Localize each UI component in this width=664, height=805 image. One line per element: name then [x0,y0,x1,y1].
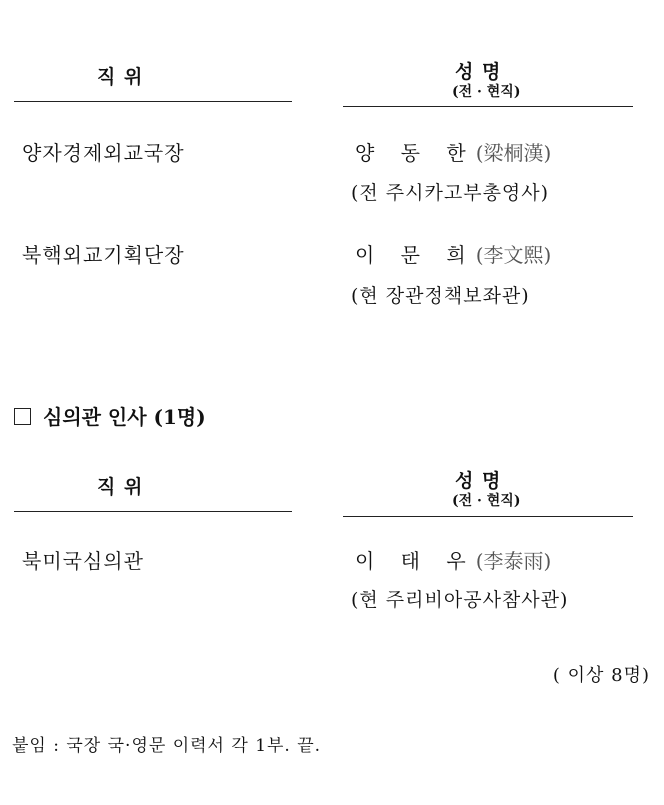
position-title: 양자경제외교국장 [22,141,185,165]
position-title: 북미국심의관 [22,549,144,573]
position-header-rule [14,101,292,102]
position-header-rule [14,511,292,512]
name-column-header: 성 명 [455,470,502,492]
name-header-rule [343,106,633,107]
person-name [355,137,551,166]
section-title [14,401,206,430]
person-name-hangul: 양 동 한 [355,141,476,165]
name-header-rule [343,516,633,517]
person-name-hanja: (梁桐漢) [475,141,552,165]
section-title-text: 심의관 인사 (1명) [43,405,206,429]
position-column-header: 직 위 [97,476,144,498]
current-position: (현 주리비아공사참사관) [351,589,569,611]
person-name [355,239,551,268]
name-column-subheader: (전 · 현직) [452,84,521,100]
person-name [355,545,551,574]
position-title: 북핵외교기획단장 [22,243,185,267]
previous-position: (전 주시카고부총영사) [351,182,550,204]
person-name-hangul: 이 태 우 [355,549,476,573]
total-count: ( 이상 8명) [552,665,650,686]
attachment-note: 붙임 : 국장 국·영문 이력서 각 1부. 끝. [12,736,322,756]
current-position: (현 장관정책보좌관) [351,285,530,307]
person-name-hangul: 이 문 희 [355,243,476,267]
checkbox-square-icon [14,408,31,425]
name-column-subheader: (전 · 현직) [452,493,521,509]
person-name-hanja: (李泰雨) [475,549,552,573]
name-column-header: 성 명 [455,61,502,83]
person-name-hanja: (李文熙) [475,243,552,267]
position-column-header: 직 위 [97,66,144,88]
